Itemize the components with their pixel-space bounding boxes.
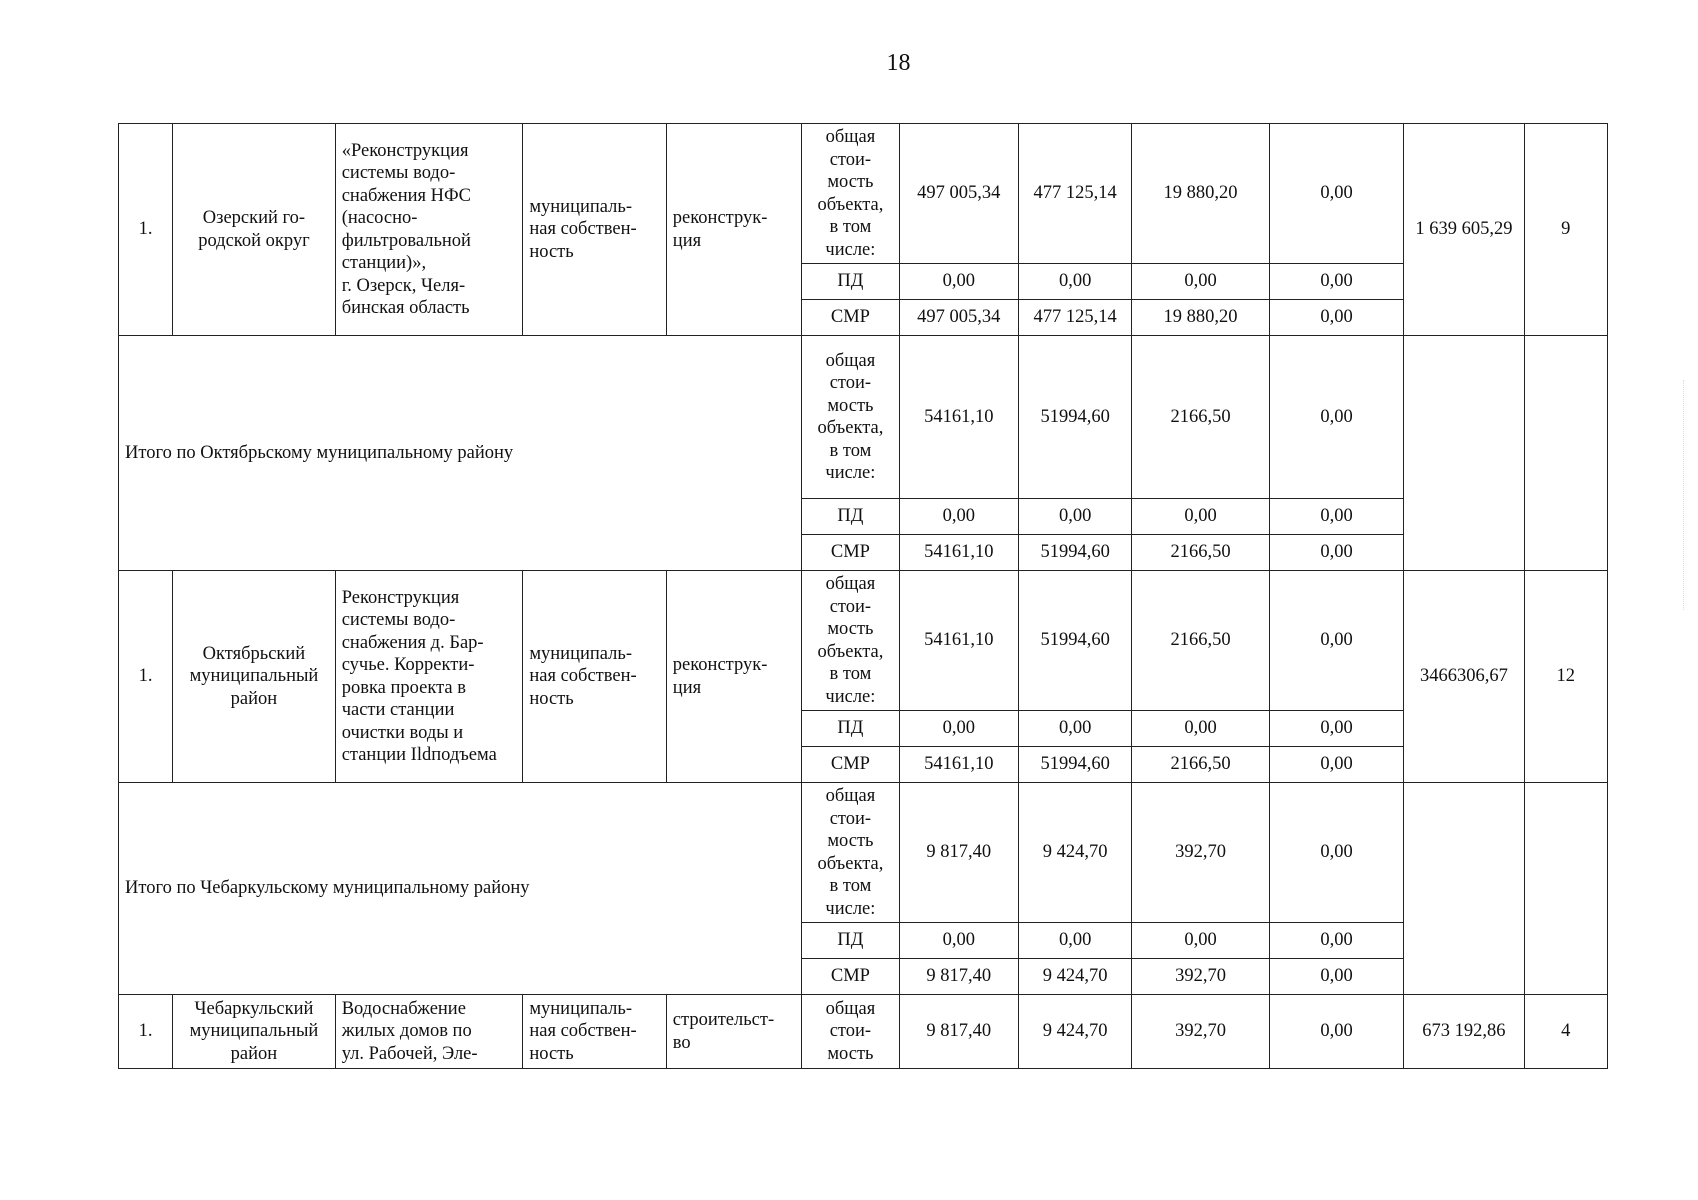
empty-cell — [1524, 336, 1607, 571]
count-value: 9 — [1524, 124, 1607, 336]
value-cell: 0,00 — [1269, 336, 1403, 499]
value-cell: 0,00 — [1269, 747, 1403, 783]
value-cell: 9 817,40 — [899, 995, 1018, 1069]
value-cell: 392,70 — [1132, 959, 1269, 995]
value-cell: 2166,50 — [1132, 535, 1269, 571]
value-cell: 54161,10 — [899, 747, 1018, 783]
value-cell: 0,00 — [1269, 499, 1403, 535]
value-cell: 0,00 — [1269, 995, 1403, 1069]
value-cell: 0,00 — [1269, 783, 1403, 923]
value-cell: 392,70 — [1132, 783, 1269, 923]
ownership-form: муниципаль- ная собствен- ность — [523, 571, 666, 783]
value-cell: 0,00 — [1132, 499, 1269, 535]
empty-cell — [1404, 336, 1524, 571]
row-index: 1. — [119, 124, 173, 336]
value-cell: 2166,50 — [1132, 336, 1269, 499]
ownership-form: муниципаль- ная собствен- ность — [523, 124, 666, 336]
value-cell: 51994,60 — [1018, 747, 1131, 783]
table-row — [119, 124, 1608, 264]
count-value: 12 — [1524, 571, 1607, 783]
cost-kind-label: общая стои- мость объекта, в том числе: — [802, 783, 899, 923]
ownership-form: муниципаль- ная собствен- ность — [523, 995, 666, 1069]
object-name: Водоснабжение жилых домов по ул. Рабочей, Эле- — [335, 995, 523, 1069]
pd-label: ПД — [802, 711, 899, 747]
district-name: Озерский го- родской округ — [173, 124, 336, 336]
cost-kind-label: общая стои- мость объекта, в том числе: — [802, 571, 899, 711]
value-cell: 9 817,40 — [899, 959, 1018, 995]
value-cell: 0,00 — [1269, 711, 1403, 747]
value-cell: 0,00 — [1132, 923, 1269, 959]
value-cell: 0,00 — [899, 923, 1018, 959]
value-cell: 497 005,34 — [899, 300, 1018, 336]
value-cell: 9 424,70 — [1018, 995, 1131, 1069]
total-value: 673 192,86 — [1404, 995, 1524, 1069]
value-cell: 2166,50 — [1132, 571, 1269, 711]
value-cell: 0,00 — [1018, 499, 1131, 535]
value-cell: 0,00 — [1132, 711, 1269, 747]
value-cell: 0,00 — [1018, 923, 1131, 959]
value-cell: 51994,60 — [1018, 571, 1131, 711]
cost-kind-label: общая стои- мость объекта, в том числе: — [802, 124, 899, 264]
district-name: Октябрьский муниципальный район — [173, 571, 336, 783]
smr-label: СМР — [802, 959, 899, 995]
value-cell: 0,00 — [899, 499, 1018, 535]
value-cell: 0,00 — [1269, 571, 1403, 711]
value-cell: 0,00 — [1018, 711, 1131, 747]
value-cell: 19 880,20 — [1132, 300, 1269, 336]
smr-label: СМР — [802, 747, 899, 783]
page-number: 18 — [886, 50, 911, 76]
pd-label: ПД — [802, 264, 899, 300]
count-value: 4 — [1524, 995, 1607, 1069]
value-cell: 392,70 — [1132, 995, 1269, 1069]
value-cell: 0,00 — [1269, 959, 1403, 995]
empty-cell — [1404, 783, 1524, 995]
value-cell: 0,00 — [1269, 923, 1403, 959]
value-cell: 9 424,70 — [1018, 783, 1131, 923]
pd-label: ПД — [802, 499, 899, 535]
scan-edge-mark — [1683, 380, 1692, 610]
table-row — [119, 571, 1608, 711]
pd-label: ПД — [802, 923, 899, 959]
district-total-label: Итого по Чебаркульскому муниципальному району — [119, 783, 802, 995]
object-name: Реконструкция системы водо- снабжения д. Бар- сучье. Корректи- ровка проекта в части станции очистки воды и станции Ildподъема — [335, 571, 523, 783]
object-name: «Реконструкция системы водо- снабжения НФС (насосно- фильтровальной станции)», г. Озерск, Челя- бинская область — [335, 124, 523, 336]
work-type: реконструк- ция — [666, 124, 801, 336]
value-cell: 54161,10 — [899, 571, 1018, 711]
work-type: реконструк- ция — [666, 571, 801, 783]
value-cell: 497 005,34 — [899, 124, 1018, 264]
value-cell: 54161,10 — [899, 535, 1018, 571]
table-row — [119, 783, 1608, 923]
district-name: Чебаркульский муниципальный район — [173, 995, 336, 1069]
value-cell: 0,00 — [1018, 264, 1131, 300]
value-cell: 0,00 — [899, 264, 1018, 300]
value-cell: 54161,10 — [899, 336, 1018, 499]
value-cell: 477 125,14 — [1018, 124, 1131, 264]
value-cell: 477 125,14 — [1018, 300, 1131, 336]
district-total-label: Итого по Октябрьскому муниципальному району — [119, 336, 802, 571]
value-cell: 0,00 — [1269, 264, 1403, 300]
value-cell: 51994,60 — [1018, 535, 1131, 571]
value-cell: 0,00 — [1132, 264, 1269, 300]
investment-objects-table — [118, 123, 1608, 1069]
value-cell: 19 880,20 — [1132, 124, 1269, 264]
cost-kind-label: общая стои- мость — [802, 995, 899, 1069]
cost-kind-label: общая стои- мость объекта, в том числе: — [802, 336, 899, 499]
table-row — [119, 995, 1608, 1069]
value-cell: 51994,60 — [1018, 336, 1131, 499]
work-type: строительст- во — [666, 995, 801, 1069]
table-row — [119, 336, 1608, 499]
total-value: 3466306,67 — [1404, 571, 1524, 783]
row-index: 1. — [119, 995, 173, 1069]
total-value: 1 639 605,29 — [1404, 124, 1524, 336]
value-cell: 9 817,40 — [899, 783, 1018, 923]
value-cell: 2166,50 — [1132, 747, 1269, 783]
row-index: 1. — [119, 571, 173, 783]
value-cell: 0,00 — [1269, 535, 1403, 571]
value-cell: 0,00 — [1269, 300, 1403, 336]
smr-label: СМР — [802, 300, 899, 336]
value-cell: 0,00 — [899, 711, 1018, 747]
value-cell: 0,00 — [1269, 124, 1403, 264]
value-cell: 9 424,70 — [1018, 959, 1131, 995]
empty-cell — [1524, 783, 1607, 995]
smr-label: СМР — [802, 535, 899, 571]
